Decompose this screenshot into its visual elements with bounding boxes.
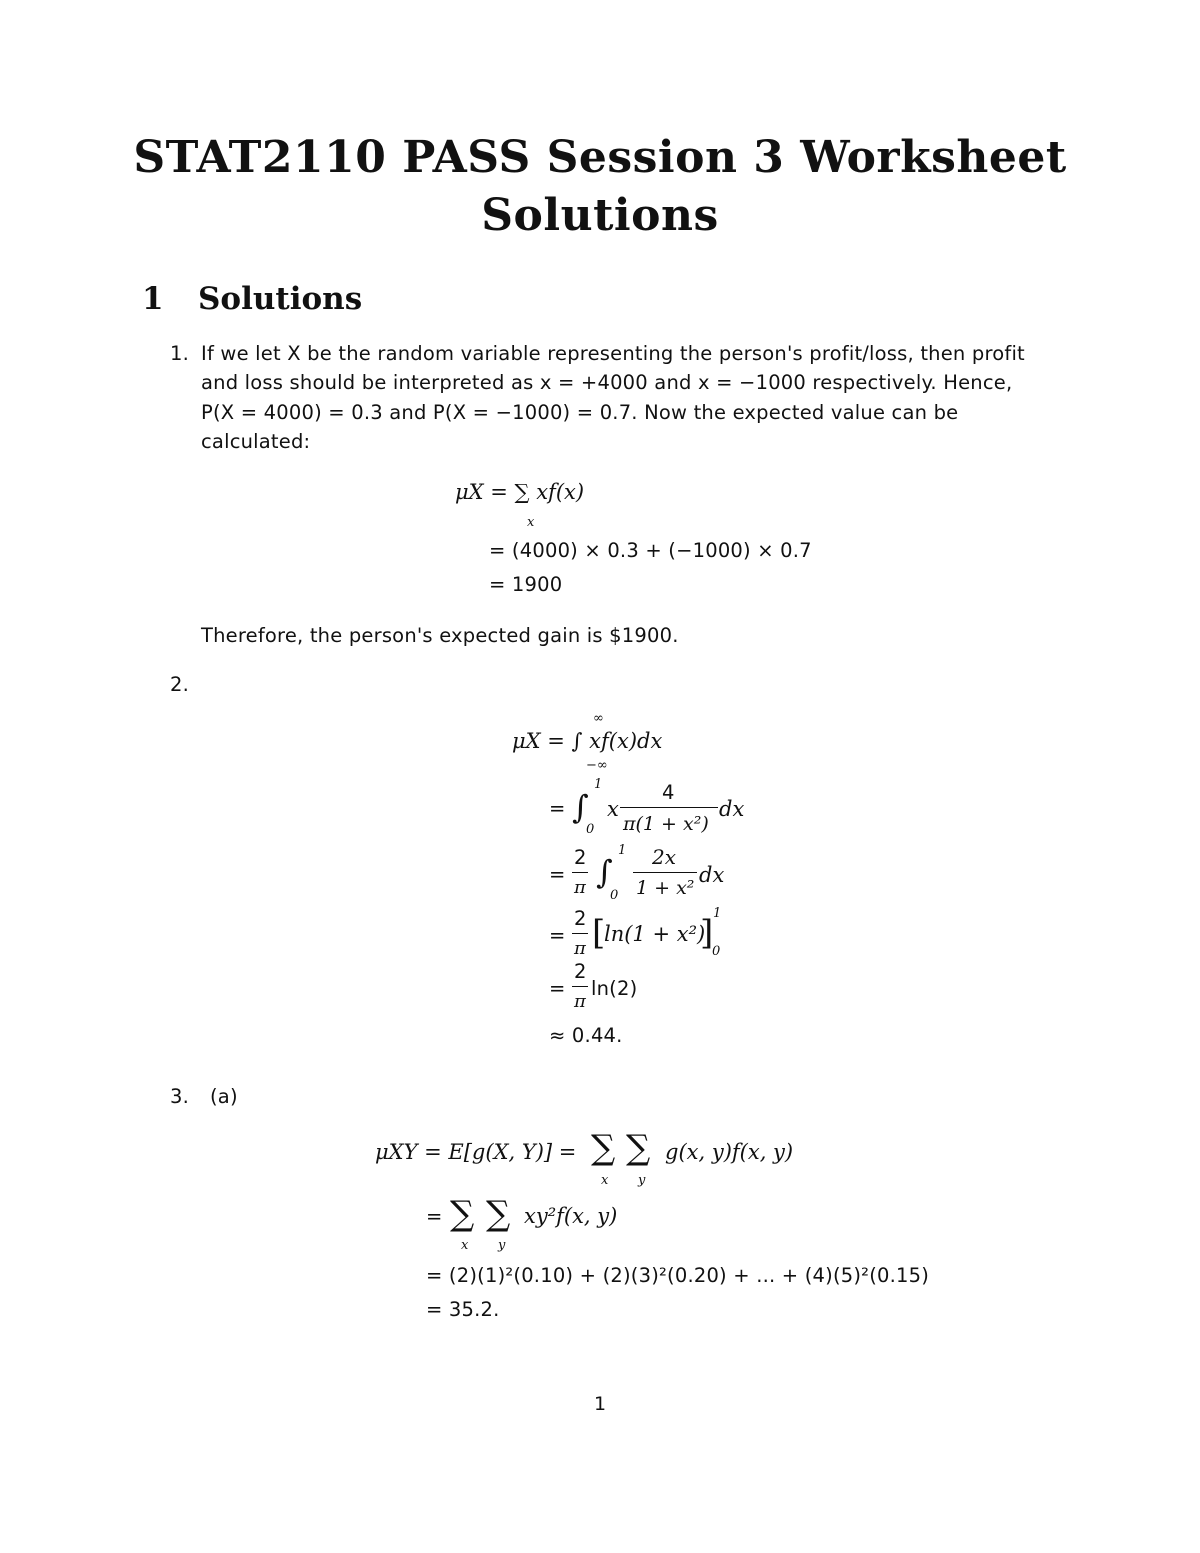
- page-number: 1: [593, 1393, 607, 1415]
- q1-equation-line-2: = (4000) × 0.3 + (−1000) × 0.7: [489, 539, 812, 562]
- q2-line-4-left-bracket: [: [592, 913, 606, 953]
- q2-line-5-coef-bar: [572, 986, 588, 987]
- q2-line-2-upper: 1: [594, 777, 603, 792]
- q2-line-2-lower: 0: [586, 822, 595, 837]
- document-title-line-1: STAT2110 PASS Session 3 Worksheet: [133, 132, 1067, 183]
- section-heading: Solutions: [198, 281, 363, 317]
- q2-line-4-equals: =: [549, 924, 566, 947]
- q2-label: 2.: [170, 673, 190, 696]
- q2-line-2-numerator: 4: [662, 781, 675, 804]
- q3-line-2-equals: =: [426, 1205, 443, 1228]
- q2-line-2-x: x: [607, 797, 619, 821]
- q2-line-2-denominator: π(1 + x²): [623, 813, 709, 835]
- q2-line-4-coef-bar: [572, 933, 588, 934]
- q3-line-1-sum-x: ∑: [591, 1128, 616, 1168]
- q2-line-5-coef-den: π: [574, 991, 586, 1012]
- document-title-line-2: Solutions: [481, 190, 719, 241]
- q1-label: 1.: [170, 342, 190, 365]
- q3-part-a: (a): [210, 1085, 238, 1108]
- q1-paragraph-line-3: P(X = 4000) = 0.3 and P(X = −1000) = 0.7. Now the expected value can be: [201, 401, 959, 424]
- q2-line-3-upper: 1: [618, 843, 627, 858]
- q3-line-2-sum-x: ∑: [450, 1194, 475, 1234]
- q3-line-1-rhs: g(x, y)f(x, y): [665, 1140, 794, 1164]
- q2-line-4-right-bracket: ]: [700, 913, 714, 953]
- q1-paragraph-line-4: calculated:: [201, 430, 311, 453]
- q1-paragraph-line-2: and loss should be interpreted as x = +4000 and x = −1000 respectively. Hence,: [201, 371, 1013, 394]
- q2-line-2-integral: ∫: [572, 788, 589, 826]
- q2-line-3-lower: 0: [610, 888, 619, 903]
- q2-line-3-coef-bar: [572, 872, 588, 873]
- q2-line-5-equals: =: [549, 977, 566, 1000]
- q2-line-2-equals: =: [549, 797, 566, 820]
- q3-line-2-sub-y: y: [498, 1238, 506, 1253]
- q2-line-3-equals: =: [549, 863, 566, 886]
- q1-sum-subscript: x: [527, 515, 535, 530]
- q3-line-1-lhs: μXY = E[g(X, Y)] =: [375, 1140, 577, 1164]
- q3-line-2-rhs: xy²f(x, y): [524, 1204, 618, 1228]
- q3-line-4: = 35.2.: [426, 1298, 500, 1321]
- q2-line-3-coef-num: 2: [574, 846, 587, 869]
- q2-line-5-body: ln(2): [591, 977, 638, 1000]
- q2-line-2-dx: dx: [719, 797, 745, 821]
- q2-line-4-lower: 0: [712, 944, 721, 959]
- q2-line-4-coef-num: 2: [574, 907, 587, 930]
- q2-line-3-dx: dx: [699, 863, 725, 887]
- q1-equation-line-3: = 1900: [489, 573, 563, 596]
- q2-line-4-body: ln(1 + x²): [604, 922, 706, 946]
- q2-line-4-coef-den: π: [574, 938, 586, 959]
- q2-line-4-upper: 1: [713, 906, 722, 921]
- q3-line-1-sub-y: y: [638, 1173, 646, 1188]
- q2-line-3-denominator: 1 + x²: [636, 877, 695, 899]
- q3-line-1-sum-y: ∑: [626, 1128, 651, 1168]
- q2-line-5-coef-num: 2: [574, 960, 587, 983]
- q1-paragraph-line-1: If we let X be the random variable representing the person's profit/loss, then profit: [201, 342, 1025, 365]
- q2-line-3-fraction-bar: [633, 872, 697, 873]
- q3-line-3: = (2)(1)²(0.10) + (2)(3)²(0.20) + ... + (4)(5)²(0.15): [426, 1264, 930, 1287]
- q1-equation-line-1: μX = ∑ xf(x): [455, 480, 585, 504]
- q2-line-1: μX = ∫ xf(x)dx: [512, 729, 663, 753]
- q2-line-3-integral: ∫: [596, 853, 613, 891]
- q2-lower-limit-neg-infinity: −∞: [586, 758, 608, 773]
- q2-line-2-fraction-bar: [620, 807, 718, 808]
- q3-line-2-sum-y: ∑: [486, 1194, 511, 1234]
- q2-line-3-coef-den: π: [574, 877, 586, 898]
- q3-line-1-sub-x: x: [601, 1173, 609, 1188]
- q3-label: 3.: [170, 1085, 190, 1108]
- q2-upper-limit-infinity: ∞: [593, 711, 604, 726]
- q3-line-2-sub-x: x: [461, 1238, 469, 1253]
- q2-line-3-numerator: 2x: [652, 845, 677, 869]
- q2-line-6: ≈ 0.44.: [549, 1024, 623, 1047]
- section-number: 1: [142, 281, 164, 317]
- q1-conclusion: Therefore, the person's expected gain is $1900.: [201, 624, 679, 647]
